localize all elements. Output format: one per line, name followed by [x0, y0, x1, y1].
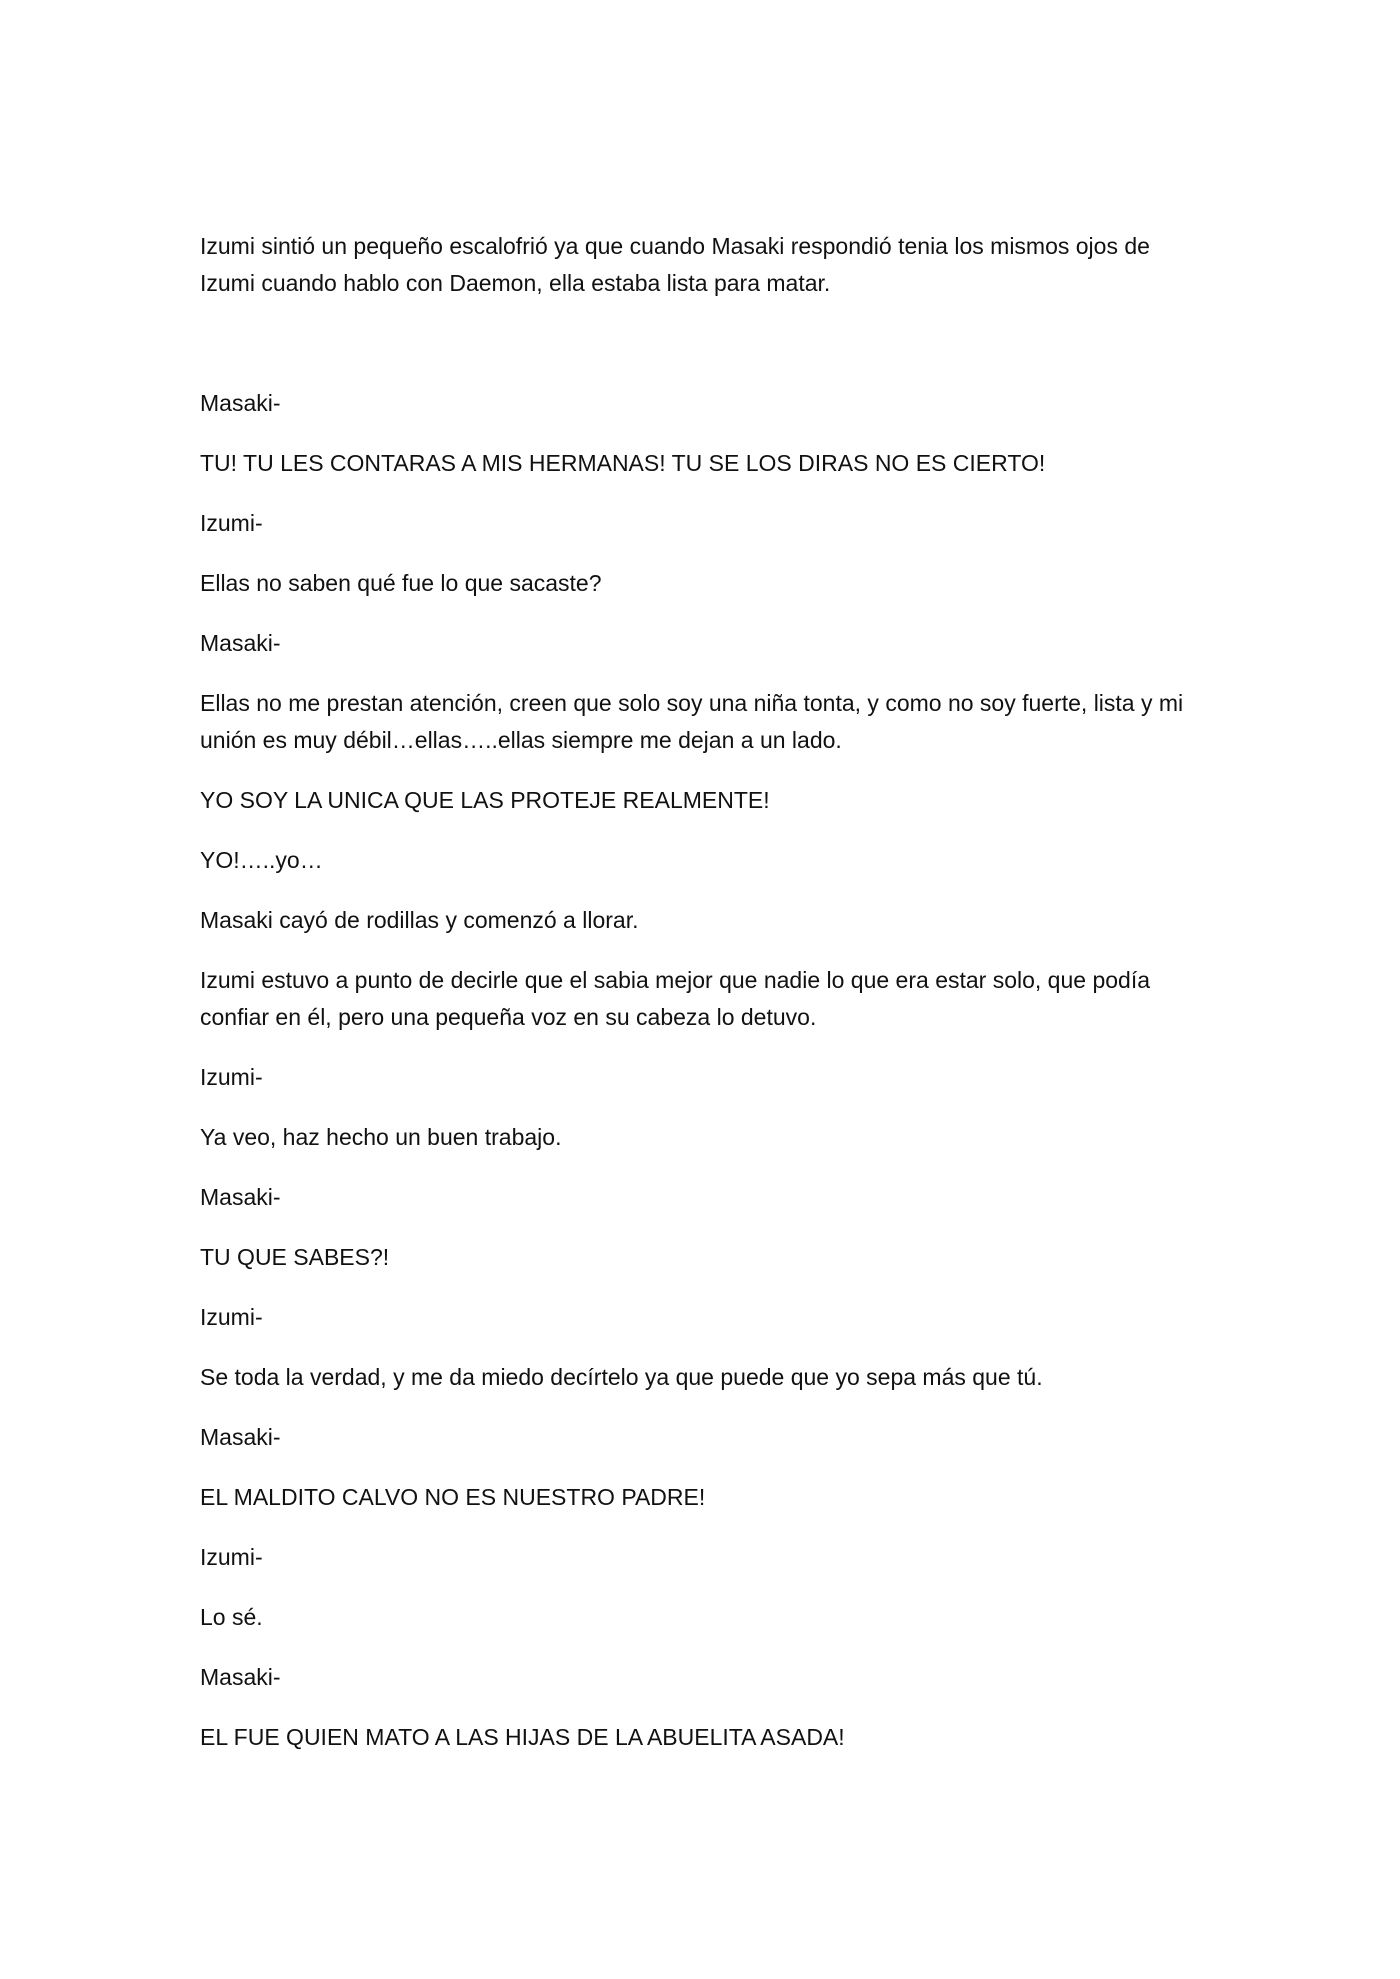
dialogue-line: Ellas no me prestan atención, creen que solo soy una niña tonta, y como no soy fuerte, lista y mi unión es muy débil…ellas…..ellas siempre me dejan a un lado. — [200, 690, 1184, 753]
dialogue-line: EL FUE QUIEN MATO A LAS HIJAS DE LA ABUELITA ASADA! — [200, 1724, 845, 1750]
dialogue-line: YO SOY LA UNICA QUE LAS PROTEJE REALMENTE! — [200, 787, 770, 813]
speaker-label-masaki: Masaki- — [200, 390, 281, 416]
dialogue-line: Lo sé. — [200, 1604, 263, 1630]
dialogue-line: EL MALDITO CALVO NO ES NUESTRO PADRE! — [200, 1484, 706, 1510]
dialogue-line: YO!…..yo… — [200, 847, 323, 873]
speaker-label-izumi: Izumi- — [200, 1304, 263, 1330]
dialogue-line: Se toda la verdad, y me da miedo decírtelo ya que puede que yo sepa más que tú. — [200, 1364, 1043, 1390]
dialogue-line: Ya veo, haz hecho un buen trabajo. — [200, 1124, 562, 1150]
speaker-label-masaki: Masaki- — [200, 1664, 281, 1690]
narration-paragraph: Izumi sintió un pequeño escalofrió ya que cuando Masaki respondió tenia los mismos ojos de Izumi cuando hablo con Daemon, ella estaba lista para matar. — [200, 233, 1150, 296]
speaker-label-masaki: Masaki- — [200, 630, 281, 656]
dialogue-line: Ellas no saben qué fue lo que sacaste? — [200, 570, 602, 596]
narration-paragraph: Masaki cayó de rodillas y comenzó a llorar. — [200, 907, 639, 933]
dialogue-line: TU QUE SABES?! — [200, 1244, 390, 1270]
narration-paragraph: Izumi estuvo a punto de decirle que el sabia mejor que nadie lo que era estar solo, que podía confiar en él, pero una pequeña voz en su cabeza lo detuvo. — [200, 967, 1151, 1030]
speaker-label-izumi: Izumi- — [200, 510, 263, 536]
document-body — [200, 228, 1200, 1779]
speaker-label-masaki: Masaki- — [200, 1184, 281, 1210]
speaker-label-izumi: Izumi- — [200, 1544, 263, 1570]
speaker-label-masaki: Masaki- — [200, 1424, 281, 1450]
speaker-label-izumi: Izumi- — [200, 1064, 263, 1090]
dialogue-line: TU! TU LES CONTARAS A MIS HERMANAS! TU SE LOS DIRAS NO ES CIERTO! — [200, 450, 1046, 476]
